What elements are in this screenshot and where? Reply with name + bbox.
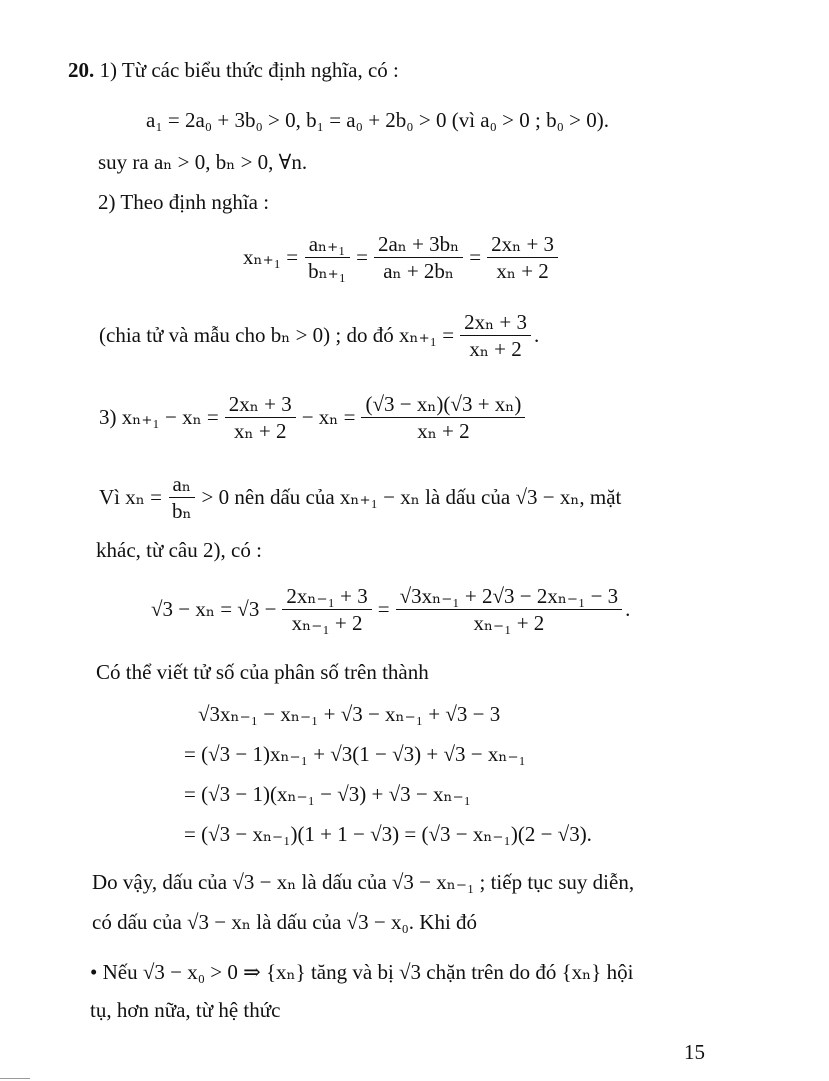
- eq3: [96, 392, 528, 443]
- therefore-line-1: Do vậy, dấu của √3 − xₙ là dấu của √3 − xₙ₋₁ ; tiếp tục suy diễn,: [92, 870, 635, 894]
- since-frac-num: aₙ: [169, 472, 195, 498]
- part2-heading: 2) Theo định nghĩa :: [98, 190, 270, 214]
- eq3-lhs: 3) xₙ₊₁ − xₙ =: [99, 405, 219, 429]
- conclusion1: suy ra aₙ > 0, bₙ > 0, ∀n.: [98, 150, 308, 174]
- bullet-line-2: tụ, hơn nữa, từ hệ thức: [90, 998, 281, 1022]
- rewrite-intro: Có thể viết tử số của phân số trên thành: [96, 660, 429, 684]
- eq4-end: .: [625, 597, 631, 621]
- page-number: 15: [684, 1040, 705, 1064]
- eq4-frac1-den: xₙ₋₁ + 2: [291, 611, 363, 635]
- rewrite-line-3: = (√3 − 1)(xₙ₋₁ − √3) + √3 − xₙ₋₁: [184, 782, 471, 806]
- eq4-equals: =: [377, 597, 390, 621]
- problem-number: 20.: [68, 58, 95, 82]
- eq3-frac1-den: xₙ + 2: [234, 419, 287, 443]
- note2: [96, 310, 539, 361]
- eq3-frac2-num: (√3 − xₙ)(√3 + xₙ): [361, 392, 525, 418]
- bottom-rule: [0, 1078, 30, 1079]
- eq4-frac2: [396, 584, 623, 635]
- since-pre: Vì xₙ =: [99, 485, 162, 509]
- eq4: [148, 584, 630, 635]
- since-continuation: khác, từ câu 2), có :: [96, 538, 262, 562]
- note2-frac-num: 2xₙ + 3: [460, 310, 531, 336]
- eq4-frac1: [282, 584, 371, 635]
- eq3-frac1: [225, 392, 296, 443]
- eq2-frac2-num: 2aₙ + 3bₙ: [374, 232, 463, 258]
- rewrite-line-2: = (√3 − 1)xₙ₋₁ + √3(1 − √3) + √3 − xₙ₋₁: [184, 742, 526, 766]
- eq2-equals-a: =: [356, 245, 368, 269]
- eq4-frac1-num: 2xₙ₋₁ + 3: [282, 584, 371, 610]
- eq2-equals-b: =: [469, 245, 482, 269]
- problem-header: [68, 58, 399, 82]
- eq2-frac3-num: 2xₙ + 3: [487, 232, 558, 258]
- bullet-line-1: • Nếu √3 − x₀ > 0 ⇒ {xₙ} tăng và bị √3 chặn trên do đó {xₙ} hội: [90, 960, 634, 984]
- note2-end: .: [534, 323, 540, 347]
- eq2-frac1-num: aₙ₊₁: [305, 232, 350, 258]
- eq2-frac2-den: aₙ + 2bₙ: [383, 259, 455, 283]
- part1-intro: 1) Từ các biểu thức định nghĩa, có :: [99, 58, 399, 82]
- rewrite-line-1: √3xₙ₋₁ − xₙ₋₁ + √3 − xₙ₋₁ + √3 − 3: [198, 702, 501, 726]
- eq3-frac2: [361, 392, 525, 443]
- eq2: [240, 232, 561, 283]
- eq3-frac1-num: 2xₙ + 3: [225, 392, 296, 418]
- rewrite-line-4: = (√3 − xₙ₋₁)(1 + 1 − √3) = (√3 − xₙ₋₁)(2 − √3).: [184, 822, 592, 846]
- eq2-frac1: [304, 232, 350, 283]
- eq2-frac3-den: xₙ + 2: [496, 259, 549, 283]
- eq2-frac1-den: bₙ₊₁: [308, 259, 347, 283]
- eq4-frac2-den: xₙ₋₁ + 2: [473, 611, 545, 635]
- eq3-mid: − xₙ =: [301, 405, 356, 429]
- eq3-frac2-den: xₙ + 2: [417, 419, 470, 443]
- eq2-lhs: xₙ₊₁ =: [243, 245, 299, 269]
- since-frac: [168, 472, 196, 523]
- note2-frac-den: xₙ + 2: [469, 337, 522, 361]
- note2-text: (chia tử và mẫu cho bₙ > 0) ; do đó xₙ₊₁ =: [99, 323, 455, 347]
- note2-frac: [460, 310, 531, 361]
- therefore-line-2: có dấu của √3 − xₙ là dấu của √3 − x₀. Khi đó: [92, 910, 478, 934]
- eq4-lhs: √3 − xₙ = √3 −: [151, 597, 277, 621]
- eq4-frac2-num: √3xₙ₋₁ + 2√3 − 2xₙ₋₁ − 3: [396, 584, 623, 610]
- eq2-frac2: [374, 232, 463, 283]
- since-line: [96, 472, 624, 523]
- since-frac-den: bₙ: [171, 499, 192, 523]
- since-post: > 0 nên dấu của xₙ₊₁ − xₙ là dấu của √3 − xₙ, mặt: [201, 485, 622, 509]
- eq1: a₁ = 2a₀ + 3b₀ > 0, b₁ = a₀ + 2b₀ > 0 (vì a₀ > 0 ; b₀ > 0).: [146, 108, 610, 132]
- eq2-frac3: [487, 232, 558, 283]
